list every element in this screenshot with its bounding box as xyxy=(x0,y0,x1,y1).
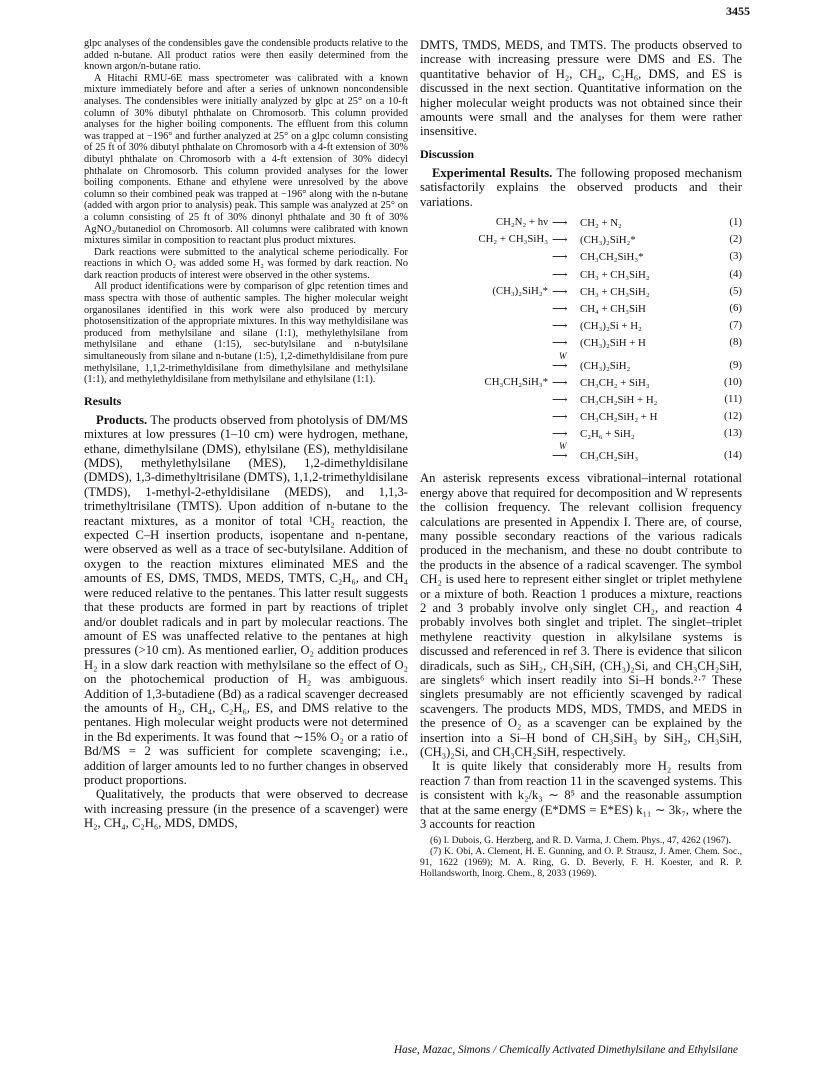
right-column xyxy=(420,38,742,879)
products-text: CH₃ + CH₃SiH₂ xyxy=(580,285,650,298)
equation-reactants: CH₃CH₂SiH₃* xyxy=(484,375,548,388)
paragraph: Qualitatively, the products that were observed to decrease with increasing pressure (in the presence of a scavenger) were H₂, CH₄, C₂H₆, MDS, DMDS, xyxy=(84,787,408,831)
equation-number: (5) xyxy=(729,284,742,297)
products-text: (CH₃)₂SiH₂ xyxy=(580,359,631,372)
equation-products xyxy=(552,427,635,440)
reaction-equation xyxy=(420,318,742,335)
reaction-equation xyxy=(420,284,742,301)
results-section xyxy=(84,413,408,831)
paragraph-text: The products observed from photolysis of DM/MS mixtures at low pressures (1–10 cm) were hydrogen, methane, ethane, dimethylsilane (DMS), ethylsilane (ES), methyldisilane (MDS), methylethylsilane (MES), 1,2-dimethyldisilane (DMDS), 1,3-dimethyltrisilane (DMTS), 1,1,2-trimethyldisilane (TMDS), 1-methyl-2-ethyldisilane (MEDS), and 1,1,3-trimethyltrisilane (TMTS). Upon addition of n-butane to the reactant mixtures, as a monitor of total ¹CH₂ reaction, the expected C–H insertion products, isopentane and n-pentane, were observed as well as a trace of sec-butylsilane. Addition of oxygen to the reaction mixtures eliminated MES and the amounts of ES, DMS, TMDS, MEDS, TMTS, C₂H₆, and CH₄ were reduced relative to the pentanes. This latter result suggests that these products are formed in part by reactions of triplet and/or doublet radicals and in part by molecular reactions. The amount of ES was unaffected relative to the pentanes at high pressures (>10 cm). As mentioned earlier, O₂ addition produces H₂ in a slow dark reaction with methylsilane so the effect of O₂ on the photochemical production of H₂ was ambiguous. Addition of 1,3-butadiene (Bd) as a radical scavenger decreased the amounts of H₂, CH₄, C₂H₆, ES, and DMS relative to the pentanes. High molecular weight products were not determined in the Bd experiments. It was found that ∼15% O₂ or a ratio of Bd/MS = 2 was sufficient for complete scavenging; i.e., addition of larger amounts led to no further changes in observed product proportions. xyxy=(84,412,408,787)
intro-section xyxy=(420,38,742,139)
paragraph: Dark reactions were submitted to the analytical scheme periodically. For reactions in which O₂ was added some H₂ was formed by dark reaction. No dark reaction products of interest were observed in the other systems. xyxy=(84,246,408,281)
equation-number: (10) xyxy=(724,375,742,388)
equation-number: (6) xyxy=(729,302,742,314)
reaction-arrow-icon: ⟶ xyxy=(552,251,568,264)
reaction-arrow-icon: ⟶ xyxy=(552,285,568,298)
experimental-results xyxy=(420,166,742,209)
reaction-arrow-icon: ⟶ xyxy=(552,428,568,441)
products-run-head: Products. xyxy=(96,412,148,427)
equation-products xyxy=(552,216,622,229)
products-text: CH₂ + N₂ xyxy=(580,217,622,230)
paragraph-text: The following proposed mechanism satisfactorily explains the observed products and their variations. xyxy=(420,165,743,209)
results-heading: Results xyxy=(84,393,122,408)
equation-products xyxy=(552,302,646,315)
reaction-equation xyxy=(420,301,742,318)
paragraph: It is quite likely that considerably more H₂ results from reaction 7 than from reaction 11 in the scavenged systems. This is consistent with k₂/k₃ ∼ 8⁵ and the reasonable assumption that at the same energy (E*DMS = E*ES) k₁₁ ∼ 3k₇, where the 3 accounts for reaction xyxy=(420,759,742,832)
equation-number: (12) xyxy=(724,409,742,422)
equation-products xyxy=(552,268,650,281)
reaction-arrow-icon: ⟶ xyxy=(552,303,568,315)
equation-number: (13) xyxy=(724,427,742,440)
reaction-equation xyxy=(420,335,742,352)
footnote: (6) I. Dubois, G. Herzberg, and R. D. Varma, J. Chem. Phys., 47, 4262 (1967). xyxy=(430,835,732,847)
left-column xyxy=(84,38,408,831)
paragraph: DMTS, TMDS, MEDS, and TMTS. The products observed to increase with increasing pressure were DMS and ES. The quantitative behavior of H₂, CH₄, C₂H₆, DMS, and ES is discussed in the next section. Quantitative information on the higher molecular weight products was not obtained since their amounts were small and the analyses for them were rather insensitive. xyxy=(420,38,742,139)
page-number: 3455 xyxy=(726,4,750,18)
reaction-equation xyxy=(420,249,742,266)
experimental-results-run-head: Experimental Results. xyxy=(432,165,553,180)
paragraph: An asterisk represents excess vibrational–internal rotational energy above that required for decomposition and W represents the collision frequency. The relevant collision frequency calculations are presented in Appendix I. There are, of course, many possible secondary reactions of the various radicals produced in the mechanism, and these no doubt contribute to the products in the absence of a radical scavenger. The symbol CH₂ is used here to represent either singlet or triplet methylene or a mixture of both. Reaction 1 produces a mixture, reactions 2 and 3 probably involve only singlet CH₂, and reaction 4 probably involves both singlet and triplet. The singlet–triplet methylene reactivity question in alkylsilane systems is discussed and referenced in ref 3. There is evidence that silicon diradicals, such as SiH₂, CH₃SiH, (CH₃)₂Si, and CH₃CH₂SiH, are singlets⁶ which insert readily into Si–H bonds.²·⁷ These singlets presumably are not efficiently scavenged by radical scavengers. The products MDS, MDS, TMDS, and MEDS in the presence of O₂ as a scavenger can be explained by the insertion into a Si–H bond of CH₃SiH₃ by SiH₂, CH₃SiH, (CH₃)₂Si, and CH₃CH₂SiH, respectively. xyxy=(420,471,742,760)
equation-reactants: (CH₃)₂SiH₂* xyxy=(492,284,548,297)
reaction-arrow-icon: ⟶ xyxy=(552,450,568,463)
products-text: (CH₃)₂SiH₂* xyxy=(580,234,636,247)
products-text: CH₃CH₂SiH₃ xyxy=(580,450,639,463)
paragraph xyxy=(420,166,742,209)
products-text: CH₃CH₂SiH + H₂ xyxy=(580,393,658,406)
equation-number: (8) xyxy=(729,336,742,349)
products-text: CH₄ + CH₃SiH xyxy=(580,303,646,315)
equation-number: (9) xyxy=(729,358,742,371)
equation-products xyxy=(552,359,630,372)
reaction-arrow-icon: ⟶ xyxy=(552,393,568,406)
equation-products xyxy=(552,233,636,246)
reaction-arrow-icon: ⟶ xyxy=(552,320,568,333)
products-text: CH₃CH₂SiH₂ + H xyxy=(580,410,658,423)
equation-number: (14) xyxy=(724,449,742,462)
equation-reactants: CH₂N₂ + hν xyxy=(495,216,548,229)
equation-number: (3) xyxy=(729,250,742,263)
reaction-equation xyxy=(420,350,742,375)
paragraph: All product identifications were by comparison of glpc retention times and mass spectra with those of authentic samples. The higher molecular weight organosilanes identified in this work were also produced by mercury photosensitization of the appropriate mixtures. In this way methyldisilane was produced from methylsilane and silane (1:1), methylethylsilane from methylsilane and ethane (1:15), sec-butylsilane and n-butylsilane simultaneously from silane and n-butane (1:5), 1,2-dimethyldisilane from pure methylsilane, 1,1,2-trimethyldisilane from dimethylsilane and methylsilane (1:1), and methylethyldisilane from methylsilane and ethylsilane (1:1). xyxy=(84,281,408,386)
equation-reactants: CH₂ + CH₃SiH₃ xyxy=(478,233,548,246)
equation-products xyxy=(552,336,646,349)
products-text: CH₃CH₂SiH₃* xyxy=(580,251,644,264)
reaction-equation xyxy=(420,215,742,232)
products-text: (CH₃)₂Si + H₂ xyxy=(580,320,642,333)
reaction-mechanism xyxy=(420,215,742,465)
collision-frequency-label: W xyxy=(559,350,567,361)
reaction-arrow-icon: ⟶ xyxy=(552,268,568,281)
equation-number: (2) xyxy=(729,233,742,246)
reaction-equation xyxy=(420,426,742,443)
equation-products xyxy=(552,393,657,406)
reaction-equation xyxy=(420,409,742,426)
equation-products xyxy=(552,319,642,332)
equation-products xyxy=(552,376,650,389)
discussion-heading: Discussion xyxy=(420,146,475,161)
products-text: C₂H₆ + SiH₂ xyxy=(580,428,635,441)
collision-frequency-label: W xyxy=(559,441,567,452)
reaction-arrow-icon: ⟶ xyxy=(552,359,568,372)
paragraph: A Hitachi RMU-6E mass spectrometer was calibrated with a known mixture immediately before and after a series of unknown noncondensible analyses. The condensibles were initially analyzed by glpc at 25° on a 10-ft column of 30% dibutyl phthalate on Chromosorb. This column provided analyses for the higher boiling components. The effluent from this column was trapped at −196° and further analyzed at 25° on a glpc column consisting of 25 ft of 30% dibutyl phthalate on Chromosorb with a 4-ft extension of 30% dibutyl phthalate on Chromosorb with a 4-ft extension of 30% didecyl phthalate on Chromosorb. This column provided analyses for the lower boiling components. Ethane and ethylene were unresolved by the above column so their combined peak was trapped at −196° along with the n-butane (added with argon prior to analysis) peak. This sample was analyzed at 25° on a column consisting of 25 ft of 30% dinonyl phthalate and 30 ft of 30% AgNO₃/butanediol on Chromosorb. All columns were calibrated with known mixtures similar in composition to reactant plus product mixtures. xyxy=(84,72,408,247)
products-text: CH₃ + CH₃SiH₂ xyxy=(580,268,650,281)
reaction-arrow-icon: ⟶ xyxy=(552,337,568,350)
equation-products xyxy=(552,285,650,298)
reaction-arrow-icon: ⟶ xyxy=(552,217,568,230)
products-text: CH₃CH₂ + SiH₃ xyxy=(580,376,650,389)
equation-number: (1) xyxy=(729,216,742,229)
equation-products xyxy=(552,449,638,462)
reaction-equation xyxy=(420,392,742,409)
footnote: (7) K. Obi, A. Clement, H. E. Gunning, and O. P. Strausz, J. Amer. Chem. Soc., 91, 1622 (1969); M. A. Ring, G. D. Beverly, F. H. Koester, and R. P. Hollandsworth, Inorg. Chem., 8, 2033 (1969). xyxy=(420,846,742,880)
reaction-equation xyxy=(420,267,742,284)
reaction-arrow-icon: ⟶ xyxy=(552,376,568,389)
discussion-text xyxy=(420,471,742,831)
equation-products xyxy=(552,410,657,423)
equation-number: (4) xyxy=(729,267,742,280)
paragraph: glpc analyses of the condensibles gave the condensible products relative to the added n-butane. All product ratios were then easily determined from the known argon/n-butane ratio. xyxy=(84,38,408,73)
paragraph xyxy=(84,413,408,788)
running-footer: Hase, Mazac, Simons / Chemically Activated Dimethylsilane and Ethylsilane xyxy=(393,1044,738,1056)
reaction-arrow-icon: ⟶ xyxy=(552,234,568,247)
reaction-arrow-icon: ⟶ xyxy=(552,410,568,423)
equation-number: (7) xyxy=(729,319,742,332)
products-text: (CH₃)₂SiH + H xyxy=(580,337,646,350)
footnotes xyxy=(420,835,742,879)
equation-number: (11) xyxy=(724,392,742,405)
experimental-details xyxy=(84,38,408,386)
reaction-equation xyxy=(420,232,742,249)
equation-products xyxy=(552,250,644,263)
reaction-equation xyxy=(420,443,742,465)
reaction-equation xyxy=(420,375,742,392)
